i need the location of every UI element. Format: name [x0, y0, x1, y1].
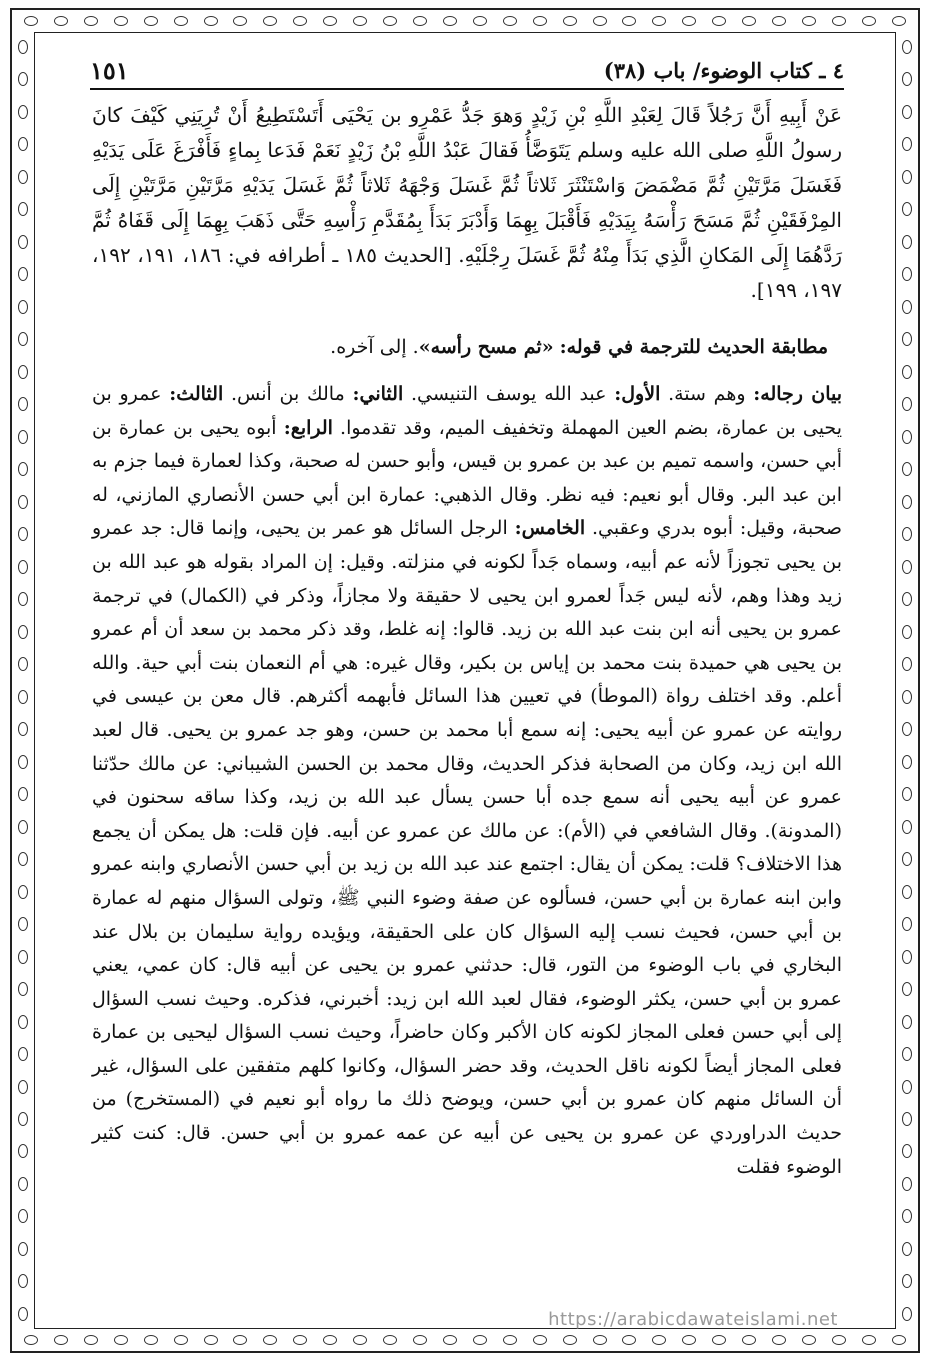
ornament-mark [263, 16, 277, 26]
ornament-mark [84, 16, 98, 26]
ornament-mark [902, 397, 912, 411]
ornament-mark [862, 1335, 876, 1345]
ornament-mark [742, 16, 756, 26]
ornament-mark [18, 592, 28, 606]
body-text-1: وهم ستة. [660, 383, 754, 405]
ornament-mark [902, 1242, 912, 1256]
ornament-mark [323, 1335, 337, 1345]
ornament-mark [18, 202, 28, 216]
bayan-label: بيان رجاله: [753, 383, 843, 405]
ornament-mark [18, 332, 28, 346]
ornament-mark [18, 365, 28, 379]
page-content [92, 98, 842, 1184]
ornament-mark [682, 16, 696, 26]
ornament-mark [902, 852, 912, 866]
ornament-mark [18, 852, 28, 866]
ornament-mark [652, 16, 666, 26]
ornament-mark [18, 1274, 28, 1288]
ornament-mark [353, 16, 367, 26]
ornament-mark [902, 755, 912, 769]
left-ornament [14, 40, 32, 1321]
ornament-mark [622, 16, 636, 26]
ornament-mark [862, 16, 876, 26]
ornament-mark [902, 267, 912, 281]
body-text-2: عبد الله يوسف التنيسي. [403, 383, 615, 405]
ornament-mark [902, 787, 912, 801]
ornament-mark [18, 397, 28, 411]
ornament-mark [902, 527, 912, 541]
ornament-mark [533, 1335, 547, 1345]
top-ornament [24, 12, 906, 30]
ornament-mark [18, 1177, 28, 1191]
ornament-mark [902, 1144, 912, 1158]
ornament-mark [503, 1335, 517, 1345]
ornament-mark [802, 1335, 816, 1345]
ornament-mark [18, 950, 28, 964]
ornament-mark [892, 16, 906, 26]
ornament-mark [18, 527, 28, 541]
body-text-4: عمرو بن يحيى بن عمارة، بضم العين المهملة وتخفيف الميم، وقد تقدموا. [92, 383, 842, 439]
ornament-mark [293, 16, 307, 26]
match-quote: «ثم مسح رأسه» [418, 336, 554, 358]
ornament-mark [902, 885, 912, 899]
ornament-mark [18, 170, 28, 184]
page-header [90, 52, 844, 90]
body-text-5: أبوه يحيى بن عمارة بن أبي حسن، واسمه تميم بن عبد بن عمرو بن قيس، وأبو حسن له صحبة، وكذا لعمارة فيما جزم به ابن عبد البر. وقال أبو نعيم: فيه نظر. وقال الذهبي: عمارة ابن أبي حسن الأنصاري المازني، له صحبة، وقيل: أبوه بدري وعقبي. [92, 416, 842, 540]
ornament-mark [902, 170, 912, 184]
ornament-mark [323, 16, 337, 26]
ornament-mark [18, 267, 28, 281]
ornament-mark [18, 787, 28, 801]
ornament-mark [18, 72, 28, 86]
ornament-mark [593, 1335, 607, 1345]
ornament-mark [18, 40, 28, 54]
ornament-mark [622, 1335, 636, 1345]
ornament-mark [18, 430, 28, 444]
ornament-mark [174, 1335, 188, 1345]
label-fourth: الرابع: [283, 416, 333, 439]
ornament-mark [533, 16, 547, 26]
ornament-mark [263, 1335, 277, 1345]
ornament-mark [383, 16, 397, 26]
ornament-mark [443, 1335, 457, 1345]
ornament-mark [473, 16, 487, 26]
ornament-mark [902, 1112, 912, 1126]
ornament-mark [902, 332, 912, 346]
ornament-mark [18, 722, 28, 736]
ornament-mark [832, 16, 846, 26]
bottom-ornament [24, 1331, 906, 1349]
ornament-mark [413, 1335, 427, 1345]
ornament-mark [18, 982, 28, 996]
ornament-mark [233, 1335, 247, 1345]
ornament-mark [18, 917, 28, 931]
ornament-mark [18, 755, 28, 769]
ornament-mark [84, 1335, 98, 1345]
ornament-mark [802, 16, 816, 26]
ornament-mark [902, 462, 912, 476]
ornament-mark [144, 1335, 158, 1345]
ornament-mark [902, 1047, 912, 1061]
ornament-mark [18, 625, 28, 639]
ornament-mark [902, 982, 912, 996]
ornament-mark [902, 1274, 912, 1288]
right-ornament [898, 40, 916, 1321]
ornament-mark [174, 16, 188, 26]
ornament-mark [144, 16, 158, 26]
ornament-mark [18, 885, 28, 899]
body-text-3: مالك بن أنس. [223, 383, 353, 405]
ornament-mark [563, 16, 577, 26]
ornament-mark [902, 820, 912, 834]
ornament-mark [892, 1335, 906, 1345]
label-first: الأول: [614, 383, 661, 405]
ornament-mark [18, 1080, 28, 1094]
ornament-mark [902, 202, 912, 216]
ornament-mark [902, 40, 912, 54]
ornament-mark [902, 722, 912, 736]
ornament-mark [563, 1335, 577, 1345]
ornament-mark [902, 105, 912, 119]
ornament-mark [902, 365, 912, 379]
ornament-mark [902, 950, 912, 964]
ornament-mark [18, 495, 28, 509]
ornament-mark [114, 16, 128, 26]
watermark-url: https://arabicdawateislami.net [548, 1309, 838, 1330]
ornament-mark [473, 1335, 487, 1345]
ornament-mark [712, 1335, 726, 1345]
ornament-mark [24, 1335, 38, 1345]
ornament-mark [18, 1307, 28, 1321]
ornament-mark [383, 1335, 397, 1345]
page-number: ١٥١ [90, 55, 129, 85]
ornament-mark [902, 1307, 912, 1321]
ornament-mark [902, 917, 912, 931]
ornament-mark [902, 560, 912, 574]
hadith-text: عَنْ أَبِيهِ أَنَّ رَجُلاً قَالَ لِعَبْدِ اللَّهِ بْنِ زَيْدٍ وَهوَ جَدُّ عَمْرِو بن يَحْيَى أَتَسْتَطِيعُ أَنْ تُرِيَنِي كَيْفَ كانَ رسولُ اللَّهِ صلى الله عليه وسلم يَتَوَضَّأُ فَقالَ عَبْدُ اللَّهِ بْنُ زَيْدٍ نَعَمْ فَدَعا بِماءٍ فَأَفْرَغَ عَلَى يَدَيْهِ فَغَسَلَ مَرَّتَيْنِ ثُمَّ مَضْمَضَ وَاسْتَنْثَرَ ثَلاثاً ثُمَّ غَسَلَ وَجْهَهُ ثَلاثاً ثُمَّ غَسَلَ يَدَيْهِ مَرَّتَيْنِ مَرَّتَيْنِ إِلَى المِرْفَقَيْنِ ثُمَّ مَسَحَ رَأْسَهُ بِيَدَيْهِ فَأَقْبَلَ بِهِمَا وَأَدْبَرَ بَدَأَ بِمُقَدَّمِ رَأْسِهِ حَتَّى ذَهَبَ بِهِمَا إِلَى قَفَاهُ ثُمَّ رَدَّهُمَا إِلَى المَكانِ الَّذِي بَدَأَ مِنْهُ ثُمَّ غَسَلَ رِجْلَيْهِ. [الحديث ١٨٥ ـ أطرافه في: ١٨٦، ١٩١، ١٩٢، ١٩٧، ١٩٩]. [92, 103, 843, 302]
ornament-mark [593, 16, 607, 26]
narrators-section [92, 378, 842, 1184]
ornament-mark [18, 820, 28, 834]
ornament-mark [204, 16, 218, 26]
ornament-mark [18, 105, 28, 119]
ornament-mark [18, 657, 28, 671]
ornament-mark [18, 560, 28, 574]
ornament-mark [54, 1335, 68, 1345]
ornament-mark [18, 1242, 28, 1256]
ornament-mark [902, 592, 912, 606]
ornament-mark [772, 1335, 786, 1345]
ornament-mark [682, 1335, 696, 1345]
ornament-mark [832, 1335, 846, 1345]
ornament-mark [204, 1335, 218, 1345]
ornament-mark [18, 1112, 28, 1126]
ornament-mark [902, 430, 912, 444]
ornament-mark [18, 1015, 28, 1029]
ornament-mark [18, 690, 28, 704]
translation-match [92, 330, 842, 364]
ornament-mark [18, 1144, 28, 1158]
ornament-mark [902, 690, 912, 704]
ornament-mark [114, 1335, 128, 1345]
label-fifth: الخامس: [514, 517, 586, 540]
ornament-mark [902, 1177, 912, 1191]
body-text-6: الرجل السائل هو عمر بن يحيى، وإنما قال: جد عمرو بن يحيى تجوزاً لأنه عم أبيه، وسماه جَداً لكونه في منزلته. وقيل: إن المراد بقوله هو عبد الله بن زيد وهذا وهم، لأنه ليس جَداً لعمرو ابن يحيى لا حقيقة ولا مجازاً، وذكر في (الكمال) في ترجمة عمرو بن يحيى أنه ابن بنت عبد الله بن زيد. قالوا: إنه غلط، وقد ذكر محمد بن سعد أن أم عمرو بن يحيى هي حميدة بنت محمد بن إياس بن بكير، وقال غيره: هي أم النعمان بنت أبي حية. والله أعلم. وقد اختلف رواة (الموطأ) في تعيين هذا السائل فأبهمه أكثرهم. قال معن بن عيسى في روايته عن عمرو عن أبيه يحيى: إنه سمع أبا محمد بن حسن، وهو جد عمرو بن يحيى. قال لعبد الله ابن زيد، وكان من الصحابة فذكر الحديث، وقال محمد بن الحسن الشيباني: عن مالك حدّثنا عمرو عن أبيه يحيى أنه سمع جده أبا حسن يسأل عبد الله بن زيد، وكذا ساقه سحنون في (المدونة). وقال الشافعي في (الأم): عن مالك عن عمرو عن أبيه. فإن قلت: هل يمكن أن يجمع هذا الاختلاف؟ قلت: يمكن أن يقال: اجتمع عند عبد الله بن زيد بن أبي حسن الأنصاري وابنه عمرو وابن ابنه عمارة بن أبي حسن، فسألوه عن صفة وضوء النبي ﷺ، وتولى السؤال منهم له عمارة بن أبي حسن، فحيث نسب إليه السؤال كان على الحقيقة، ويؤيده رواية سليمان بن بلال عند البخاري في باب الوضوء من التور، قال: حدثني عمرو بن يحيى عن أبيه قال: كان عمي، يعني عمرو بن أبي حسن، يكثر الوضوء، فقال لعبد الله ابن زيد: أخبرني، فذكره. وحيث نسب السؤال إلى أبي حسن فعلى المجاز لكونه كان الأكبر وكان حاضراً، وحيث نسب السؤال ليحيى بن عمارة فعلى المجاز أيضاً لكونه ناقل الحديث، وقد حضر السؤال، وكانوا كلهم متفقين على السؤال، غير أن السائل منهم كان عمرو بن أبي حسن، ويوضح ذلك ما رواه أبو نعيم في (المستخرج) من حديث الدراوردي عن عمرو بن يحيى عن أبيه عن عمه عمرو بن أبي حسن. قال: كنت كثير الوضوء فقلت [92, 517, 842, 1178]
label-third: الثالث: [169, 383, 224, 405]
ornament-mark [902, 235, 912, 249]
ornament-mark [18, 1047, 28, 1061]
label-second: الثاني: [352, 383, 404, 405]
match-rest: . إلى آخره. [330, 336, 419, 358]
ornament-mark [652, 1335, 666, 1345]
ornament-mark [18, 137, 28, 151]
ornament-mark [293, 1335, 307, 1345]
ornament-mark [742, 1335, 756, 1345]
ornament-mark [18, 1209, 28, 1223]
ornament-mark [18, 462, 28, 476]
ornament-mark [18, 300, 28, 314]
ornament-mark [54, 16, 68, 26]
ornament-mark [902, 137, 912, 151]
ornament-mark [902, 1209, 912, 1223]
ornament-mark [902, 657, 912, 671]
ornament-mark [413, 16, 427, 26]
ornament-mark [902, 1015, 912, 1029]
ornament-mark [902, 300, 912, 314]
ornament-mark [24, 16, 38, 26]
ornament-mark [902, 1080, 912, 1094]
chapter-title: ٤ ـ كتاب الوضوء/ باب (٣٨) [603, 57, 844, 83]
ornament-mark [772, 16, 786, 26]
ornament-mark [712, 16, 726, 26]
ornament-mark [503, 16, 517, 26]
ornament-mark [443, 16, 457, 26]
ornament-mark [18, 235, 28, 249]
ornament-mark [902, 625, 912, 639]
ornament-mark [902, 72, 912, 86]
ornament-mark [902, 495, 912, 509]
ornament-mark [353, 1335, 367, 1345]
match-label: مطابقة الحديث للترجمة في قوله: [559, 336, 828, 358]
ornament-mark [233, 16, 247, 26]
